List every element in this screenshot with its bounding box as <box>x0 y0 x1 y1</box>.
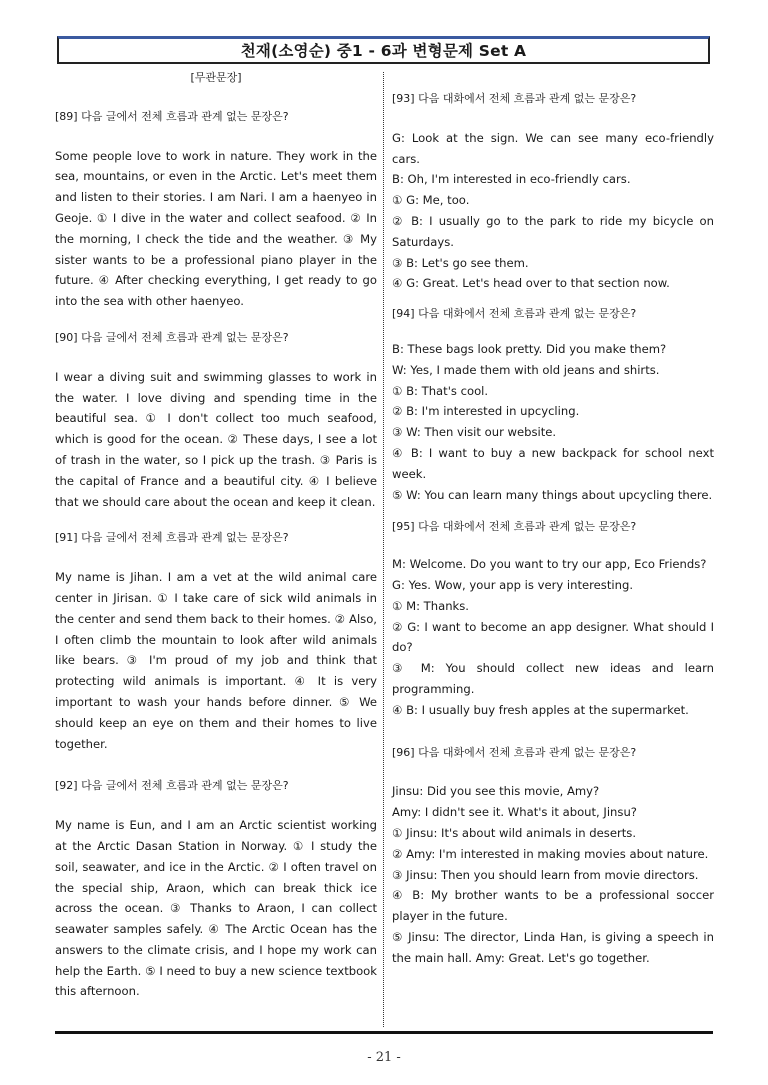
question-94-label: [94] 다음 대화에서 전체 흐름과 관계 없는 문장은? <box>392 307 637 321</box>
dialogue-line: ④ G: Great. Let's head over to that section now. <box>392 276 670 291</box>
dialogue-line: ② G: I want to become an app designer. What should I do? <box>392 619 714 655</box>
column-divider <box>383 72 384 1027</box>
dialogue-line: ② B: I'm interested in upcycling. <box>392 404 580 419</box>
question-95-dialogue <box>392 554 714 720</box>
dialogue-line: W: Yes, I made them with old jeans and shirts. <box>392 362 660 377</box>
question-93-label: [93] 다음 대화에서 전체 흐름과 관계 없는 문장은? <box>392 92 637 105</box>
dialogue-line: M: Welcome. Do you want to try our app, Eco Friends? <box>392 557 707 572</box>
dialogue-line: ③ M: You should collect new ideas and learn programming. <box>392 661 714 696</box>
dialogue-line: ① G: Me, too. <box>392 193 470 208</box>
question-95-label: [95] 다음 대화에서 전체 흐름과 관계 없는 문장은? <box>392 520 637 534</box>
question-89-passage <box>55 146 377 312</box>
dialogue-line: ④ B: I usually buy fresh apples at the supermarket. <box>392 702 689 717</box>
question-93-dialogue <box>392 128 714 294</box>
dialogue-line: ③ Jinsu: Then you should learn from movie directors. <box>392 867 699 882</box>
question-91-label: [91] 다음 글에서 전체 흐름과 관계 없는 문장은? <box>55 531 289 545</box>
question-94-dialogue <box>392 339 714 505</box>
section-tag: [무관문장] <box>190 71 242 84</box>
dialogue-line: ③ W: Then visit our website. <box>392 425 557 440</box>
dialogue-line: ① Jinsu: It's about wild animals in deserts. <box>392 825 637 840</box>
question-92-label: [92] 다음 글에서 전체 흐름과 관계 없는 문장은? <box>55 779 289 793</box>
dialogue-line: ⑤ Jinsu: The director, Linda Han, is giving a speech in the main hall. Amy: Great. Let's go together. <box>392 929 714 965</box>
dialogue-line: ② Amy: I'm interested in making movies about nature. <box>392 846 709 861</box>
dialogue-line: G: Look at the sign. We can see many eco-friendly cars. <box>392 130 714 166</box>
passage-text: I wear a diving suit and swimming glasses to work in the water. I love diving and spending time in the beautiful sea. ① I don't collect too much seafood, which is good for the ocean. ② These days, I see a lot of trash in the water, so I pick up the trash. ③ Paris is the capital of France and a beautiful city. ④ I believe that we should care about the ocean and keep it clean. <box>55 369 377 509</box>
passage-text: Some people love to work in nature. They work in the sea, mountains, or even in the Arctic. Let's meet them and listen to their stories. I am Nari. I am a haenyeo in Geoje. ① I dive in the water and collect seafood. ② In the morning, I check the tide and the weather. ③ My sister wants to be a professional piano player in the future. ④ After checking everything, I get ready to go into the sea with other haenyeo. <box>55 148 377 309</box>
dialogue-line: ④ B: I want to buy a new backpack for school next week. <box>392 445 714 481</box>
dialogue-line: Jinsu: Did you see this movie, Amy? <box>392 784 600 799</box>
question-96-dialogue <box>392 781 714 968</box>
question-92-passage <box>55 815 377 1002</box>
header-title-box <box>57 36 710 64</box>
page-number: - 21 - <box>367 1050 401 1065</box>
dialogue-line: ② B: I usually go to the park to ride my bicycle on Saturdays. <box>392 213 714 249</box>
passage-text: My name is Eun, and I am an Arctic scientist working at the Arctic Dasan Station in Norway. ① I study the soil, seawater, and ice in the Arctic. ② I often travel on the special ship, Araon, which can break thick ice across the ocean. ③ Thanks to Araon, I can collect seawater samples safely. ④ The Arctic Ocean has the answers to the climate crisis, and I hope my work can help the Earth. ⑤ I need to buy a new science textbook this afternoon. <box>55 818 377 999</box>
dialogue-line: G: Yes. Wow, your app is very interesting. <box>392 577 633 592</box>
dialogue-line: ④ B: My brother wants to be a professional soccer player in the future. <box>392 888 714 924</box>
question-89-label: [89] 다음 글에서 전체 흐름과 관계 없는 문장은? <box>55 109 289 123</box>
dialogue-line: ① B: That's cool. <box>392 383 489 398</box>
dialogue-line: ⑤ W: You can learn many things about upcycling there. <box>392 487 713 502</box>
dialogue-line: B: Oh, I'm interested in eco-friendly cars. <box>392 172 631 187</box>
dialogue-line: ① M: Thanks. <box>392 598 469 613</box>
left-column <box>55 66 377 1002</box>
passage-text: My name is Jihan. I am a vet at the wild animal care center in Jirisan. ① I take care of sick wild animals in the center and send them back to their homes. ② Also, I often climb the mountain to look after wild animals like bears. ③ I'm proud of my job and think that protecting wild animals is important. ④ It is very important to wash your hands before dinner. ⑤ We should keep an eye on them and their homes to live together. <box>55 570 377 751</box>
page-title: 천재(소영순) 중1 - 6과 변형문제 Set A <box>240 42 527 60</box>
bottom-rule <box>55 1031 713 1034</box>
dialogue-line: Amy: I didn't see it. What's it about, Jinsu? <box>392 805 637 820</box>
dialogue-line: B: These bags look pretty. Did you make them? <box>392 341 667 356</box>
question-91-passage <box>55 567 377 754</box>
question-90-passage <box>55 367 377 513</box>
right-column <box>392 66 714 968</box>
question-96-label: [96] 다음 대화에서 전체 흐름과 관계 없는 문장은? <box>392 745 637 759</box>
dialogue-line: ③ B: Let's go see them. <box>392 255 529 270</box>
question-90-label: [90] 다음 글에서 전체 흐름과 관계 없는 문장은? <box>55 330 289 344</box>
